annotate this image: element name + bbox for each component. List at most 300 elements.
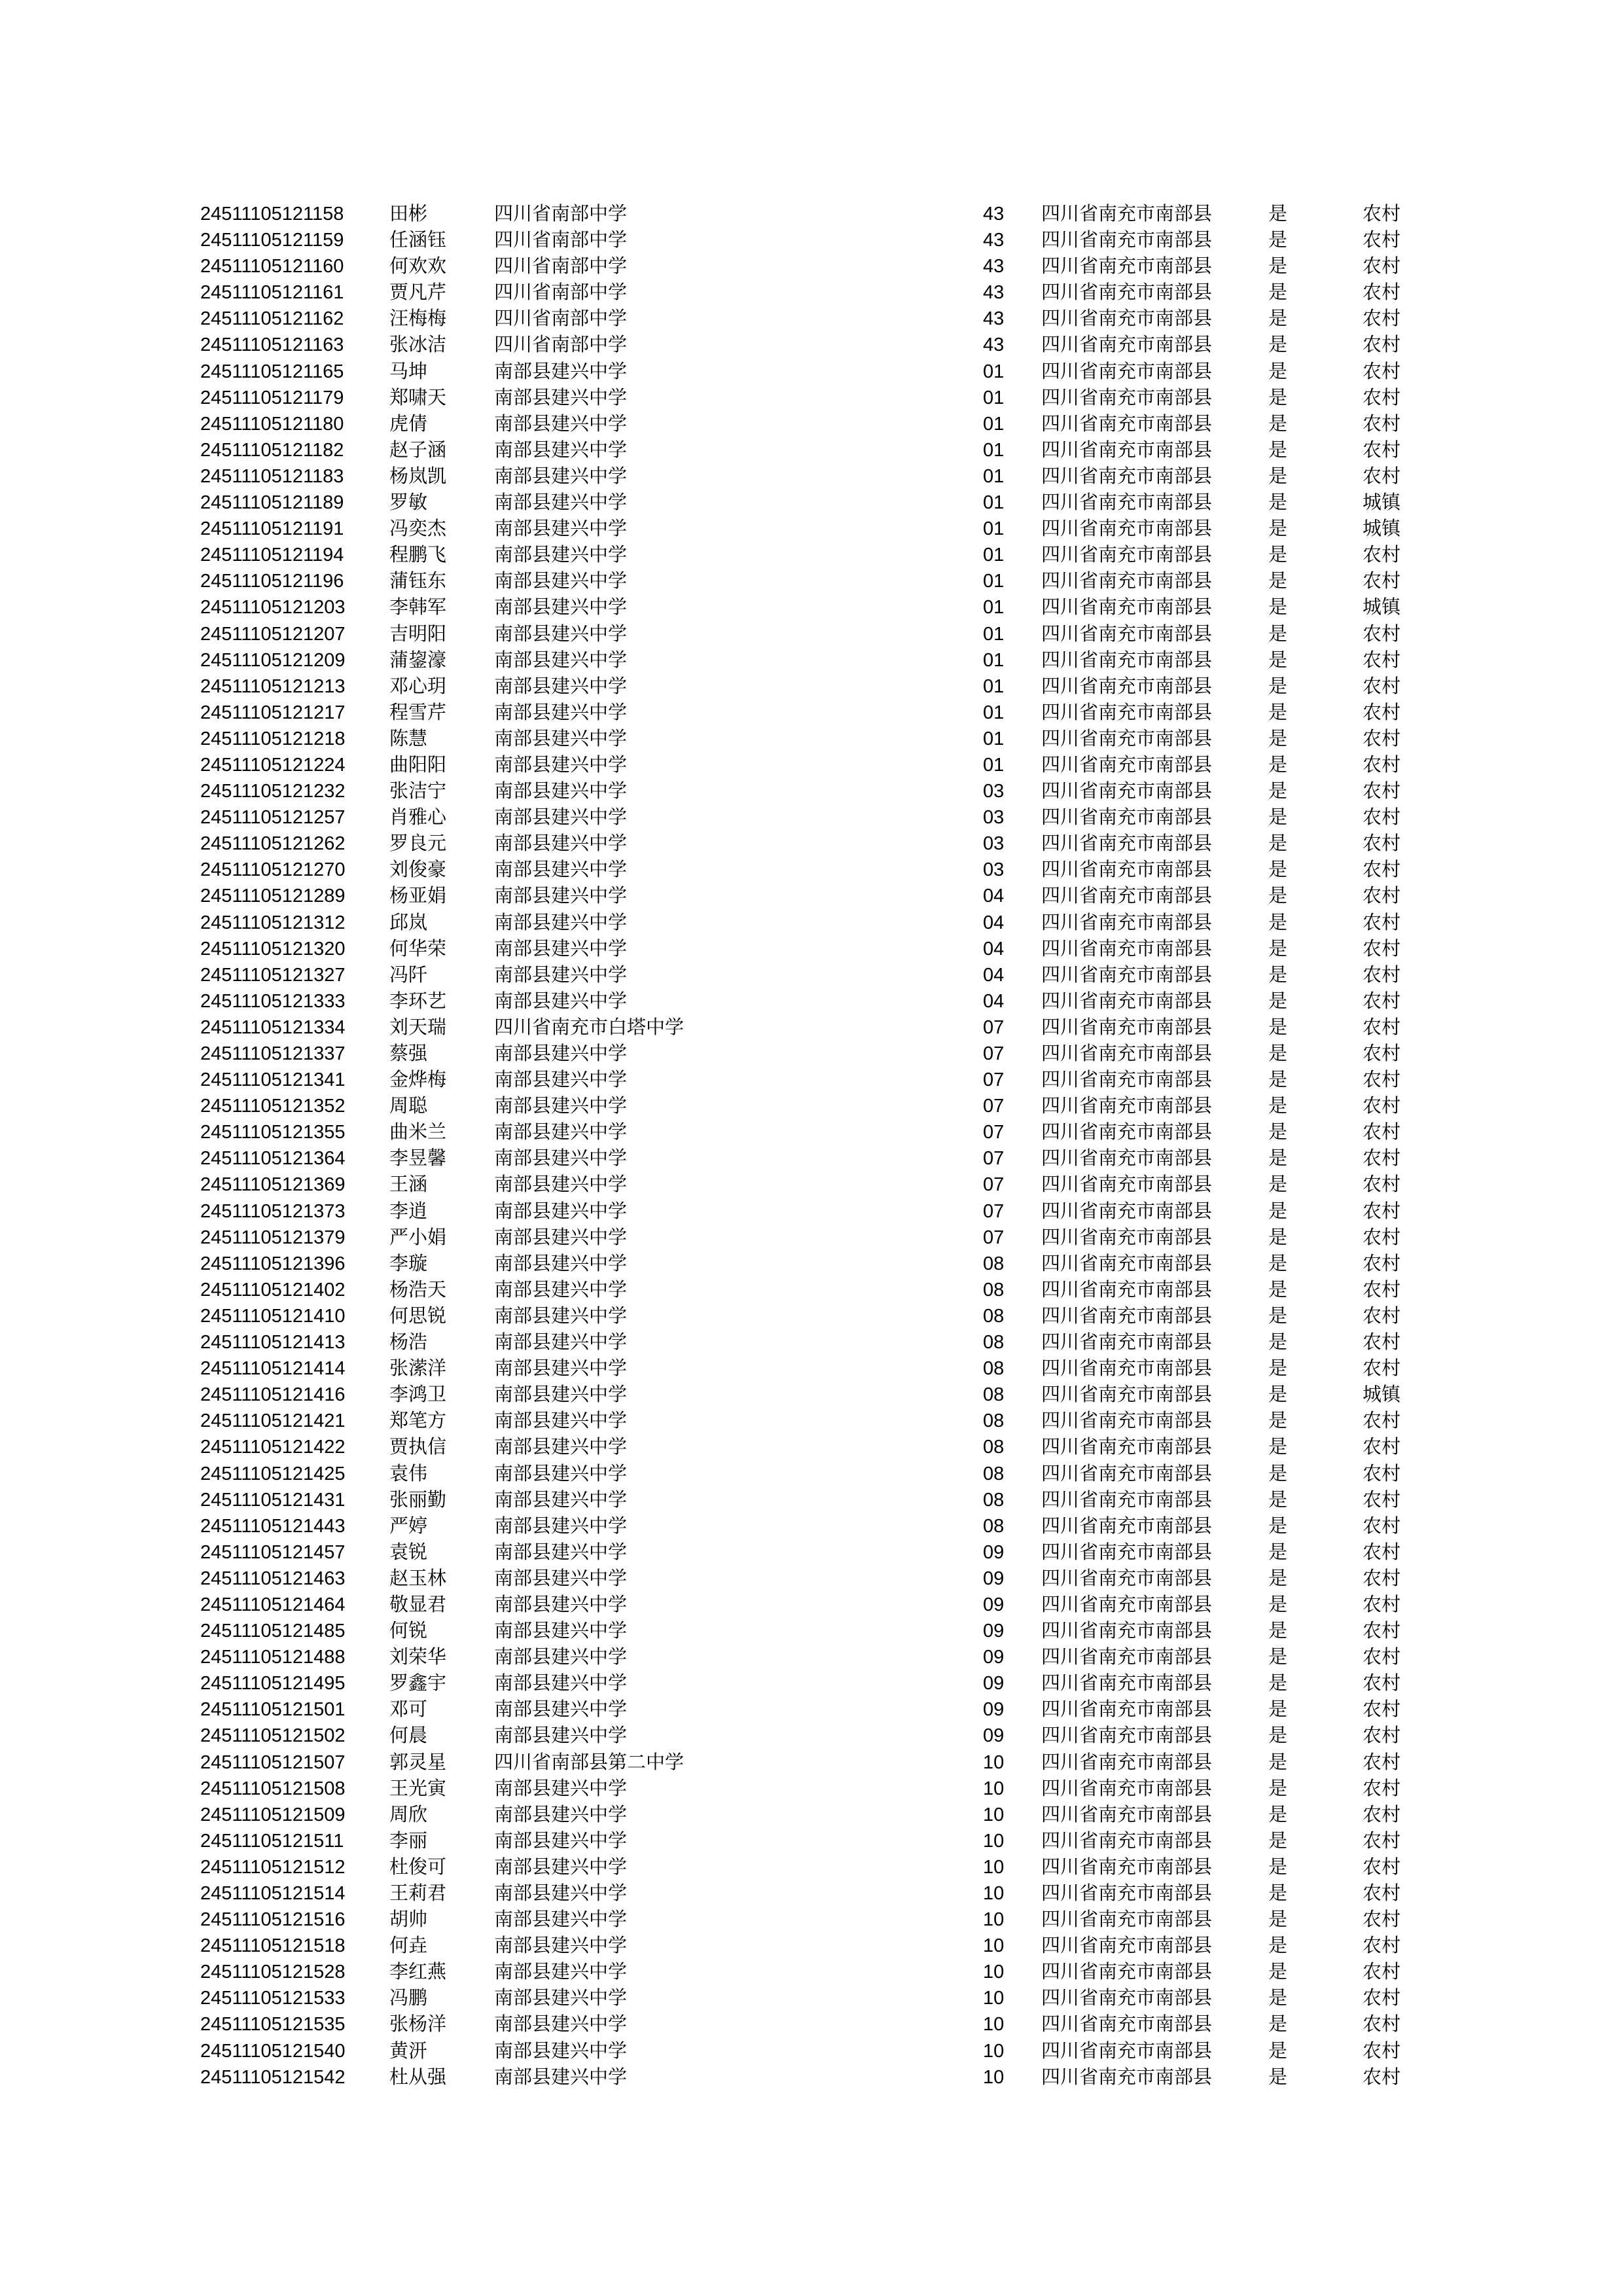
class-number: 08 — [983, 1358, 1005, 1380]
flag-value: 是 — [1268, 571, 1288, 592]
student-name: 李鸿卫 — [389, 1384, 447, 1406]
school-name: 四川省南部中学 — [494, 282, 628, 304]
class-number: 09 — [983, 1647, 1005, 1668]
student-id: 24511105121422 — [200, 1437, 346, 1458]
residence-type: 农村 — [1363, 1148, 1401, 1170]
school-name: 南部县建兴中学 — [494, 387, 628, 408]
class-number: 07 — [983, 1174, 1005, 1196]
table-row — [0, 1539, 1623, 1566]
region: 四川省南充市南部县 — [1041, 1174, 1213, 1196]
flag-value: 是 — [1268, 1305, 1288, 1327]
flag-value: 是 — [1268, 912, 1288, 933]
class-number: 43 — [983, 204, 1005, 224]
table-row — [0, 752, 1623, 778]
student-name: 张潆洋 — [389, 1358, 447, 1380]
residence-type: 农村 — [1363, 807, 1401, 829]
residence-type: 农村 — [1363, 2040, 1401, 2062]
flag-value: 是 — [1268, 807, 1288, 829]
flag-value: 是 — [1268, 387, 1288, 408]
flag-value: 是 — [1268, 1830, 1288, 1852]
table-row — [0, 1067, 1623, 1093]
class-number: 10 — [983, 2014, 1005, 2036]
flag-value: 是 — [1268, 1751, 1288, 1773]
student-id: 24511105121414 — [200, 1358, 346, 1380]
flag-value: 是 — [1268, 964, 1288, 986]
student-name: 杨亚娟 — [389, 886, 447, 907]
class-number: 04 — [983, 990, 1005, 1012]
class-number: 10 — [983, 1751, 1005, 1773]
student-name: 虎倩 — [389, 413, 428, 435]
region: 四川省南充市南部县 — [1041, 1437, 1213, 1458]
residence-type: 农村 — [1363, 1174, 1401, 1196]
region: 四川省南充市南部县 — [1041, 571, 1213, 592]
school-name: 南部县建兴中学 — [494, 1594, 628, 1615]
table-row — [0, 910, 1623, 936]
class-number: 07 — [983, 1043, 1005, 1064]
region: 四川省南充市南部县 — [1041, 1699, 1213, 1721]
residence-type: 农村 — [1363, 1962, 1401, 1983]
student-id: 24511105121207 — [200, 623, 346, 645]
residence-type: 农村 — [1363, 439, 1401, 461]
flag-value: 是 — [1268, 1148, 1288, 1170]
flag-value: 是 — [1268, 1489, 1288, 1511]
class-number: 10 — [983, 2040, 1005, 2062]
school-name: 南部县建兴中学 — [494, 1148, 628, 1170]
student-name: 胡帅 — [389, 1909, 428, 1931]
region: 四川省南充市南部县 — [1041, 1856, 1213, 1878]
student-id: 24511105121180 — [200, 413, 344, 435]
table-row — [0, 1014, 1623, 1041]
student-id: 24511105121312 — [200, 912, 346, 933]
table-row — [0, 332, 1623, 358]
school-name: 四川省南部中学 — [494, 334, 628, 356]
table-row — [0, 1119, 1623, 1145]
region: 四川省南充市南部县 — [1041, 1673, 1213, 1695]
table-row — [0, 542, 1623, 568]
school-name: 南部县建兴中学 — [494, 833, 628, 855]
student-name: 杨岚凯 — [389, 465, 447, 487]
flag-value: 是 — [1268, 308, 1288, 330]
class-number: 03 — [983, 807, 1005, 829]
class-number: 07 — [983, 1200, 1005, 1222]
residence-type: 农村 — [1363, 1541, 1401, 1563]
student-name: 曲阳阳 — [389, 754, 447, 776]
class-number: 01 — [983, 702, 1005, 723]
table-row — [0, 201, 1623, 227]
table-row — [0, 463, 1623, 490]
table-row — [0, 1985, 1623, 2011]
student-name: 李韩军 — [389, 597, 447, 619]
region: 四川省南充市南部县 — [1041, 1410, 1213, 1432]
flag-value: 是 — [1268, 361, 1288, 382]
class-number: 01 — [983, 649, 1005, 671]
student-name: 汪梅梅 — [389, 308, 447, 330]
student-id: 24511105121327 — [200, 964, 346, 986]
residence-type: 农村 — [1363, 1909, 1401, 1931]
school-name: 南部县建兴中学 — [494, 1358, 628, 1380]
student-name: 贾执信 — [389, 1437, 447, 1458]
table-row — [0, 1723, 1623, 1749]
region: 四川省南充市南部县 — [1041, 204, 1213, 224]
school-name: 四川省南部中学 — [494, 204, 628, 224]
table-row — [0, 1959, 1623, 1985]
flag-value: 是 — [1268, 1909, 1288, 1931]
region: 四川省南充市南部县 — [1041, 675, 1213, 697]
class-number: 04 — [983, 886, 1005, 907]
table-row — [0, 1513, 1623, 1539]
school-name: 南部县建兴中学 — [494, 1962, 628, 1983]
table-row — [0, 437, 1623, 463]
residence-type: 农村 — [1363, 1673, 1401, 1695]
school-name: 南部县建兴中学 — [494, 1699, 628, 1721]
student-id: 24511105121320 — [200, 938, 346, 960]
residence-type: 农村 — [1363, 1594, 1401, 1615]
student-name: 李璇 — [389, 1253, 428, 1274]
region: 四川省南充市南部县 — [1041, 1909, 1213, 1931]
table-row — [0, 2011, 1623, 2037]
table-row — [0, 1828, 1623, 1854]
school-name: 南部县建兴中学 — [494, 1437, 628, 1458]
table-row — [0, 1434, 1623, 1460]
table-row — [0, 1198, 1623, 1225]
residence-type: 农村 — [1363, 1096, 1401, 1117]
table-row — [0, 700, 1623, 726]
flag-value: 是 — [1268, 1568, 1288, 1589]
table-row — [0, 778, 1623, 804]
student-name: 何晨 — [389, 1725, 428, 1747]
student-id: 24511105121217 — [200, 702, 346, 723]
residence-type: 农村 — [1363, 833, 1401, 855]
residence-type: 农村 — [1363, 1043, 1401, 1064]
residence-type: 农村 — [1363, 754, 1401, 776]
residence-type: 农村 — [1363, 1988, 1401, 2009]
student-id: 24511105121165 — [200, 361, 344, 382]
residence-type: 农村 — [1363, 1463, 1401, 1484]
table-row — [0, 1907, 1623, 1933]
flag-value: 是 — [1268, 938, 1288, 960]
student-id: 24511105121402 — [200, 1279, 346, 1300]
student-name: 郑啸天 — [389, 387, 447, 408]
region: 四川省南充市南部县 — [1041, 859, 1213, 881]
school-name: 南部县建兴中学 — [494, 361, 628, 382]
residence-type: 农村 — [1363, 938, 1401, 960]
table-row — [0, 673, 1623, 700]
flag-value: 是 — [1268, 1384, 1288, 1406]
class-number: 01 — [983, 492, 1005, 514]
flag-value: 是 — [1268, 833, 1288, 855]
school-name: 南部县建兴中学 — [494, 439, 628, 461]
flag-value: 是 — [1268, 1935, 1288, 1957]
table-row — [0, 279, 1623, 306]
region: 四川省南充市南部县 — [1041, 807, 1213, 829]
class-number: 07 — [983, 1069, 1005, 1091]
school-name: 南部县建兴中学 — [494, 465, 628, 487]
flag-value: 是 — [1268, 518, 1288, 540]
student-name: 刘荣华 — [389, 1647, 447, 1668]
class-number: 04 — [983, 964, 1005, 986]
flag-value: 是 — [1268, 1804, 1288, 1825]
flag-value: 是 — [1268, 1358, 1288, 1380]
school-name: 南部县建兴中学 — [494, 1410, 628, 1432]
residence-type: 农村 — [1363, 1069, 1401, 1091]
class-number: 10 — [983, 1778, 1005, 1799]
residence-type: 农村 — [1363, 1515, 1401, 1537]
school-name: 四川省南部中学 — [494, 308, 628, 330]
table-row — [0, 1382, 1623, 1408]
school-name: 四川省南部中学 — [494, 256, 628, 278]
school-name: 南部县建兴中学 — [494, 545, 628, 566]
student-name: 杜俊可 — [389, 1856, 447, 1878]
table-row — [0, 253, 1623, 279]
flag-value: 是 — [1268, 990, 1288, 1012]
school-name: 南部县建兴中学 — [494, 1647, 628, 1668]
flag-value: 是 — [1268, 1541, 1288, 1563]
student-name: 马坤 — [389, 361, 428, 382]
student-id: 24511105121507 — [200, 1751, 346, 1773]
residence-type: 农村 — [1363, 1804, 1401, 1825]
table-row — [0, 1933, 1623, 1959]
class-number: 10 — [983, 1988, 1005, 2009]
student-list-table — [0, 201, 1623, 2090]
table-row — [0, 385, 1623, 411]
student-id: 24511105121364 — [200, 1148, 346, 1170]
school-name: 南部县建兴中学 — [494, 1673, 628, 1695]
student-name: 王光寅 — [389, 1778, 447, 1799]
student-name: 杨浩天 — [389, 1279, 447, 1300]
residence-type: 农村 — [1363, 387, 1401, 408]
residence-type: 农村 — [1363, 2014, 1401, 2036]
region: 四川省南充市南部县 — [1041, 1962, 1213, 1983]
flag-value: 是 — [1268, 492, 1288, 514]
student-id: 24511105121341 — [200, 1069, 346, 1091]
student-id: 24511105121512 — [200, 1856, 346, 1878]
student-id: 24511105121443 — [200, 1515, 346, 1537]
region: 四川省南充市南部县 — [1041, 230, 1213, 251]
residence-type: 农村 — [1363, 2066, 1401, 2088]
residence-type: 城镇 — [1363, 518, 1401, 540]
class-number: 08 — [983, 1437, 1005, 1458]
table-row — [0, 1461, 1623, 1487]
student-name: 程鹏飞 — [389, 545, 447, 566]
school-name: 南部县建兴中学 — [494, 912, 628, 933]
class-number: 09 — [983, 1673, 1005, 1695]
residence-type: 农村 — [1363, 1830, 1401, 1852]
flag-value: 是 — [1268, 1463, 1288, 1484]
region: 四川省南充市南部县 — [1041, 886, 1213, 907]
table-row — [0, 726, 1623, 752]
class-number: 01 — [983, 413, 1005, 435]
flag-value: 是 — [1268, 1174, 1288, 1196]
school-name: 南部县建兴中学 — [494, 1305, 628, 1327]
student-id: 24511105121194 — [200, 545, 344, 566]
class-number: 07 — [983, 1148, 1005, 1170]
flag-value: 是 — [1268, 1069, 1288, 1091]
flag-value: 是 — [1268, 256, 1288, 278]
student-name: 王涵 — [389, 1174, 428, 1196]
student-id: 24511105121189 — [200, 492, 344, 514]
student-id: 24511105121516 — [200, 1909, 346, 1931]
region: 四川省南充市南部县 — [1041, 1069, 1213, 1091]
student-name: 张冰洁 — [389, 334, 447, 356]
student-id: 24511105121337 — [200, 1043, 346, 1064]
school-name: 南部县建兴中学 — [494, 1122, 628, 1143]
student-name: 张杨洋 — [389, 2014, 447, 2036]
class-number: 08 — [983, 1410, 1005, 1432]
student-id: 24511105121262 — [200, 833, 346, 855]
school-name: 南部县建兴中学 — [494, 1174, 628, 1196]
student-id: 24511105121213 — [200, 675, 346, 697]
residence-type: 农村 — [1363, 1856, 1401, 1878]
school-name: 南部县建兴中学 — [494, 2066, 628, 2088]
school-name: 四川省南充市白塔中学 — [494, 1016, 685, 1038]
flag-value: 是 — [1268, 2066, 1288, 2088]
student-name: 邱岚 — [389, 912, 428, 933]
region: 四川省南充市南部县 — [1041, 1804, 1213, 1825]
student-name: 杨浩 — [389, 1332, 428, 1354]
student-name: 刘俊豪 — [389, 859, 447, 881]
residence-type: 农村 — [1363, 1200, 1401, 1222]
residence-type: 城镇 — [1363, 492, 1401, 514]
table-row — [0, 1618, 1623, 1644]
school-name: 南部县建兴中学 — [494, 1253, 628, 1274]
table-row — [0, 1854, 1623, 1880]
school-name: 南部县建兴中学 — [494, 1200, 628, 1222]
flag-value: 是 — [1268, 1515, 1288, 1537]
region: 四川省南充市南部县 — [1041, 361, 1213, 382]
region: 四川省南充市南部县 — [1041, 1541, 1213, 1563]
region: 四川省南充市南部县 — [1041, 465, 1213, 487]
residence-type: 农村 — [1363, 1935, 1401, 1957]
student-id: 24511105121270 — [200, 859, 346, 881]
student-name: 冯奕杰 — [389, 518, 447, 540]
student-name: 邓心玥 — [389, 675, 447, 697]
flag-value: 是 — [1268, 1410, 1288, 1432]
class-number: 07 — [983, 1016, 1005, 1038]
table-row — [0, 1776, 1623, 1802]
region: 四川省南充市南部县 — [1041, 964, 1213, 986]
class-number: 43 — [983, 282, 1005, 304]
student-name: 敬显君 — [389, 1594, 447, 1615]
table-row — [0, 1696, 1623, 1723]
student-id: 24511105121158 — [200, 204, 344, 224]
region: 四川省南充市南部县 — [1041, 623, 1213, 645]
table-row — [0, 1670, 1623, 1696]
class-number: 01 — [983, 387, 1005, 408]
region: 四川省南充市南部县 — [1041, 1463, 1213, 1484]
student-name: 何锐 — [389, 1621, 428, 1642]
school-name: 南部县建兴中学 — [494, 2040, 628, 2062]
flag-value: 是 — [1268, 1043, 1288, 1064]
residence-type: 农村 — [1363, 675, 1401, 697]
class-number: 10 — [983, 1962, 1005, 1983]
residence-type: 农村 — [1363, 1332, 1401, 1354]
student-id: 24511105121333 — [200, 990, 346, 1012]
table-row — [0, 306, 1623, 332]
class-number: 01 — [983, 728, 1005, 749]
region: 四川省南充市南部县 — [1041, 1647, 1213, 1668]
student-id: 24511105121232 — [200, 781, 346, 802]
region: 四川省南充市南部县 — [1041, 518, 1213, 540]
student-name: 张洁宁 — [389, 781, 447, 802]
region: 四川省南充市南部县 — [1041, 1200, 1213, 1222]
residence-type: 农村 — [1363, 1437, 1401, 1458]
class-number: 10 — [983, 1830, 1005, 1852]
residence-type: 农村 — [1363, 256, 1401, 278]
student-name: 赵子涵 — [389, 439, 447, 461]
class-number: 43 — [983, 334, 1005, 356]
residence-type: 农村 — [1363, 781, 1401, 802]
class-number: 04 — [983, 912, 1005, 933]
student-id: 24511105121179 — [200, 387, 344, 408]
region: 四川省南充市南部县 — [1041, 1253, 1213, 1274]
student-name: 肖雅心 — [389, 807, 447, 829]
flag-value: 是 — [1268, 781, 1288, 802]
student-name: 周聪 — [389, 1096, 428, 1117]
class-number: 08 — [983, 1279, 1005, 1300]
student-name: 袁伟 — [389, 1463, 428, 1484]
class-number: 01 — [983, 571, 1005, 592]
region: 四川省南充市南部县 — [1041, 1725, 1213, 1747]
class-number: 01 — [983, 545, 1005, 566]
table-row — [0, 594, 1623, 620]
class-number: 08 — [983, 1253, 1005, 1274]
school-name: 南部县建兴中学 — [494, 1909, 628, 1931]
flag-value: 是 — [1268, 1279, 1288, 1300]
class-number: 04 — [983, 938, 1005, 960]
residence-type: 农村 — [1363, 308, 1401, 330]
flag-value: 是 — [1268, 1778, 1288, 1799]
student-id: 24511105121352 — [200, 1096, 346, 1117]
school-name: 南部县建兴中学 — [494, 413, 628, 435]
school-name: 南部县建兴中学 — [494, 1568, 628, 1589]
school-name: 南部县建兴中学 — [494, 859, 628, 881]
residence-type: 农村 — [1363, 964, 1401, 986]
flag-value: 是 — [1268, 1673, 1288, 1695]
student-id: 24511105121540 — [200, 2040, 346, 2062]
region: 四川省南充市南部县 — [1041, 492, 1213, 514]
student-id: 24511105121511 — [200, 1830, 344, 1852]
region: 四川省南充市南部县 — [1041, 938, 1213, 960]
student-id: 24511105121182 — [200, 439, 344, 461]
flag-value: 是 — [1268, 2040, 1288, 2062]
class-number: 09 — [983, 1594, 1005, 1615]
school-name: 南部县建兴中学 — [494, 675, 628, 697]
region: 四川省南充市南部县 — [1041, 1227, 1213, 1248]
student-name: 何华荣 — [389, 938, 447, 960]
residence-type: 农村 — [1363, 361, 1401, 382]
student-name: 蒲钰东 — [389, 571, 447, 592]
class-number: 09 — [983, 1541, 1005, 1563]
flag-value: 是 — [1268, 439, 1288, 461]
region: 四川省南充市南部县 — [1041, 649, 1213, 671]
flag-value: 是 — [1268, 675, 1288, 697]
student-id: 24511105121160 — [200, 256, 344, 278]
school-name: 南部县建兴中学 — [494, 649, 628, 671]
class-number: 07 — [983, 1096, 1005, 1117]
region: 四川省南充市南部县 — [1041, 912, 1213, 933]
residence-type: 农村 — [1363, 545, 1401, 566]
class-number: 01 — [983, 623, 1005, 645]
flag-value: 是 — [1268, 2014, 1288, 2036]
table-row — [0, 2038, 1623, 2064]
flag-value: 是 — [1268, 649, 1288, 671]
class-number: 10 — [983, 1935, 1005, 1957]
student-id: 24511105121373 — [200, 1200, 346, 1222]
student-id: 24511105121396 — [200, 1253, 346, 1274]
table-row — [0, 1225, 1623, 1251]
school-name: 南部县建兴中学 — [494, 1384, 628, 1406]
student-name: 任涵钰 — [389, 230, 447, 251]
